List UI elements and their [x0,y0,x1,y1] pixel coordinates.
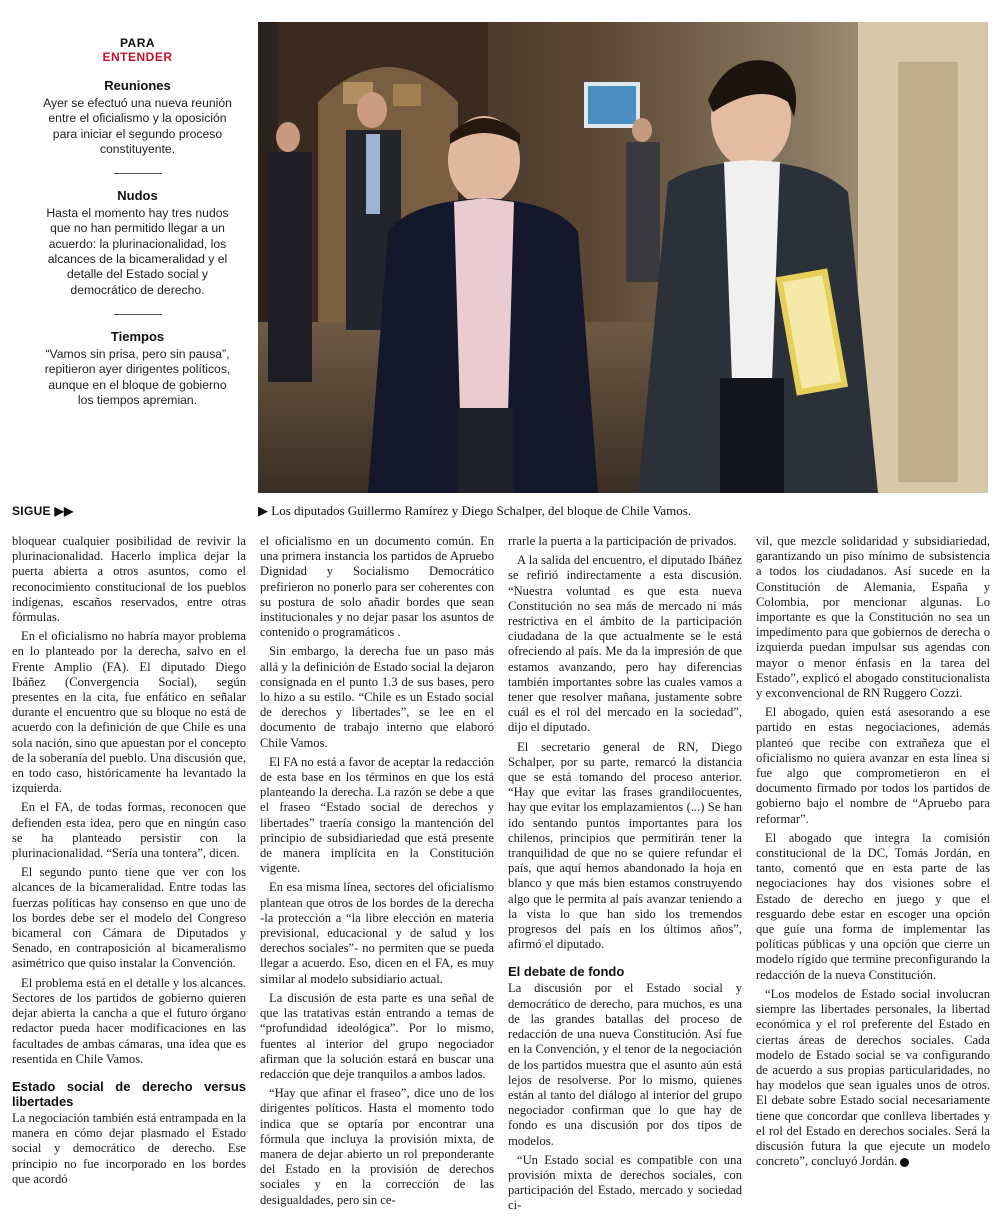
sidebar-block-reuniones [40,78,235,157]
article-paragraph: El problema está en el detalle y los alcances. Sectores de los partidos de gobierno quieren dejar abierta la cancha a que el futuro órgano redactor pueda hacer modificaciones en las facultades de ambas cámaras, una idea que es resentida en Chile Vamos. [12,975,246,1066]
sidebar-block-tiempos [40,329,235,408]
article-paragraph: El FA no está a favor de aceptar la redacción de esta base en los términos en que los está planteando la derecha. La razón se debe a que el fraseo “Estado social de derechos y libertades” traería consigo la mantención del principio de subsidiariedad que está presente de manera implícita en la Constitución vigente. [260,754,494,876]
article-column-1 [12,534,246,1218]
sigue-label: SIGUE ▶▶ [12,504,74,518]
article-paragraph: El segundo punto tiene que ver con los alcances de la bicameralidad. Entre todas las fuerzas políticas hay consenso en que uno de los bordes debe ser el modelo del Congreso bicameral con Cámara de Diputados y Senado, en contraposición al bicameralismo asimétrico que quiso instalar la Convención. [12,865,246,971]
article-paragraph: “Hay que afinar el fraseo”, dice uno de los dirigentes políticos. Hasta el momento todo indica que se optaría por encontrar una fórmula que incluya la provisión mixta, de manera de dejar abierto un rol preponderante del Estado en la provisión de derechos sociales y en la corrección de las desigualdades, pero sin ce- [260,1086,494,1207]
end-of-article-icon [900,1158,909,1167]
article-paragraph: El abogado que integra la comisión constitucional de la DC, Tomás Jordán, en tanto, comentó que en esta parte de las negociaciones hay dos visiones sobre el Estado de derecho en juego y que el resguardo debe estar en escoger una opción que guíe una forma de implementar las políticas públicas y una opción que cierre un modelo rígido que termine preconfigurando la redacción de la nueva Constitución. [756,830,990,982]
sidebar-kicker-entender: ENTENDER [102,50,173,64]
photo-caption: ▶ Los diputados Guillermo Ramírez y Diego Schalper, del bloque de Chile Vamos. [258,503,692,518]
article-paragraph: La discusión de esta parte es una señal de que las tratativas están entrando a temas de “profundidad ideológica”. Por lo mismo, fuentes al interior del grupo negociador afirman que la solución estará en buscar una redacción que deje tranquilos a ambos lados. [260,990,494,1081]
sidebar-divider [114,314,162,315]
article-paragraph: “Un Estado social es compatible con una provisión mixta de derechos sociales, con participación del Estado, mercado y sociedad ci- [508,1152,742,1213]
article-paragraph: En el FA, de todas formas, reconocen que defienden esta idea, pero que en ningún caso se ha planteado persistir con la plurinacionalidad. “Sería una tontera”, dicen. [12,800,246,861]
article-paragraph: Sin embargo, la derecha fue un paso más allá y la definición de Estado social la dejaron consignada en el punto 1.3 de sus bases, pero lo hizo a su estilo. “Chile es un Estado social de derechos y libertades”, se lee en el documento de trabajo interno que elaboró Chile Vamos. [260,644,494,750]
article-column-2 [260,534,494,1218]
article-body [12,534,990,1218]
sidebar-block-title: Tiempos [110,328,165,344]
news-photo [258,22,988,493]
article-paragraph: bloquear cualquier posibilidad de revivir la plurinacionalidad. Hacerlo implica dejar la puerta abierta a otros asuntos, como el reconocimiento constitucional de los pueblos indígenas, escaños reservados, entre otras fórmulas. [12,534,246,625]
article-paragraph: rrarle la puerta a la participación de privados. [508,534,737,548]
article-paragraph: La discusión por el Estado social y democrático de derecho, para muchos, es una de las grandes batallas del proceso de redacción de una nueva Constitución. Así fue en la Convención, y el tenor de la negociación de los partidos muestra que el asunto aún está lejos de resolverse. Por lo mismo, quienes están al tanto del diálogo al interior del grupo negociador confirman que lo que hay de fondo es una discusión por dos tipos de modelos. [508,981,742,1148]
article-paragraph: el oficialismo en un documento común. En una primera instancia los partidos de Apruebo Dignidad y Socialismo Democrático prefirieron no ponerlo para ser coherentes con su postura de solo añadir bordes que sean institucionales y no dejar pasar los asuntos de contenido o programáticos . [260,534,494,640]
article-paragraph: A la salida del encuentro, el diputado Ibáñez se refirió indirectamente a esta discusión. “Nuestra voluntad es que esta nueva Constitución no sea más de mercado ni más restrictiva en el ámbito de la participación ciudadana de la que actualmente se le está ofreciendo al país. Me da la impresión de que estamos avanzando, pero hay diferencias también importantes sobre las cuales vamos a tener que resolver mañana, justamente sobre cuál es el rol del mercado en la sociedad”, dijo el diputado. [508,553,742,735]
article-subheading: Estado social de derecho versus libertades [12,1078,246,1109]
sidebar-divider [114,173,162,174]
article-paragraph-text: “Los modelos de Estado social involucran siempre las libertades personales, la libertad económica y el rol preferente del Estado en ciertas áreas de derechos sociales. Cada modelo de Estado social se va configurando de acuerdo a sus propias particularidades, no hay modelos que sean iguales unos de otros. El debate sobre Estado social necesariamente tiene que concordar que conlleva libertades y el rol del Estado en derechos sociales. Será la discusión futura la que ejecute un modelo concreto”, concluyó Jordán. [756,986,990,1169]
sidebar-block-title: Nudos [117,188,158,204]
sidebar-kicker-para: PARA [119,36,156,50]
sidebar-block-text: “Vamos sin prisa, pero sin pausa”, repitieron ayer dirigentes políticos, aunque en el bloque de gobierno los tiempos apremian. [44,346,231,407]
article-paragraph: El abogado, quien está asesorando a ese partido en estas negociaciones, además planteó que recibe con extrañeza que el oficialismo no quiera avanzar en esta línea si fue algo que comprometieron en el documento firmado por todos los partidos de gobierno bajo el nombre de “Apruebo para reformar”. [756,705,990,826]
article-column-3 [508,534,742,1218]
article-column-4 [756,534,990,1218]
article-paragraph: En el oficialismo no habría mayor problema en lo planteado por la derecha, salvo en el Frente Amplio (FA). El diputado Diego Ibáñez (Convergencia Social), según presentes en la cita, fue enfático en señalar durante el encuentro que su bloque no está de acuerdo con la definición de que Chile es una sola nación, sino que apuestan por el concepto de la soberanía del pueblo. Una discusión que, en todo caso, históricamente ha levantado la izquierda. [12,629,246,796]
article-paragraph: El secretario general de RN, Diego Schalper, por su parte, remarcó la distancia que se está tomando del proceso anterior. “Hay que evitar las frases grandilocuentes, hay que evitar los emplazamientos (...) Se han ido sentando puntos importantes para los chilenos, principios que permitirán tener la tranquilidad de que no se quiere refundar el país, que aquí hemos abandonado la hoja en blanco y que más bien estamos construyendo algo que le permita al país avanzar teniendo a la vista lo que han sido los tremendos progresos del país en los últimos años”, afirmó el diputado. [508,739,742,952]
sidebar-block-text: Ayer se efectuó una nueva reunión entre el oficialismo y la oposición para iniciar el segundo proceso constituyente. [43,96,232,156]
news-photo-illustration [258,22,988,493]
sidebar-block-title: Reuniones [104,78,171,93]
article-paragraph: vil, que mezcle solidaridad y subsidiariedad, garantizando un piso mínimo de subsistencia a todos los ciudadanos. Así sucede en la Constitución de Alemania, España y Colombia, por mencionar algunas. Lo importante es que la Constitución no sea un impedimento para que gobiernos de derecha o izquierda puedan impulsar sus agendas con mayor o menor énfasis en la tarea del Estado”, explicó el abogado constitucionalista y exconvencional de RN Ruggero Cozzi. [756,534,990,701]
article-paragraph-final [756,987,990,1169]
article-paragraph: La negociación también está entrampada en la manera en cómo dejar plasmado el Estado social y democrático de derecho. Ese principio no fue incorporado en los bordes que acordó [12,1110,246,1186]
sidebar-block-text: Hasta el momento hay tres nudos que no han permitido llegar a un acuerdo: la plurinacionalidad, los alcances de la bicameralidad y el detalle del Estado social y democrático de derecho. [46,206,229,297]
sidebar-block-nudos [40,188,235,298]
article-subheading: El debate de fondo [508,964,625,980]
para-entender-sidebar [40,36,235,418]
article-paragraph: En esa misma línea, sectores del oficialismo plantean que otros de los bordes de la derecha -la protección a “la libre elección en materia previsional, educacional y de salud y los derechos sociales”- no permiten que se pueda llegar a acuerdo. Eso, dicen en el FA, es muy similar al modelo subsidiario actual. [260,880,494,986]
